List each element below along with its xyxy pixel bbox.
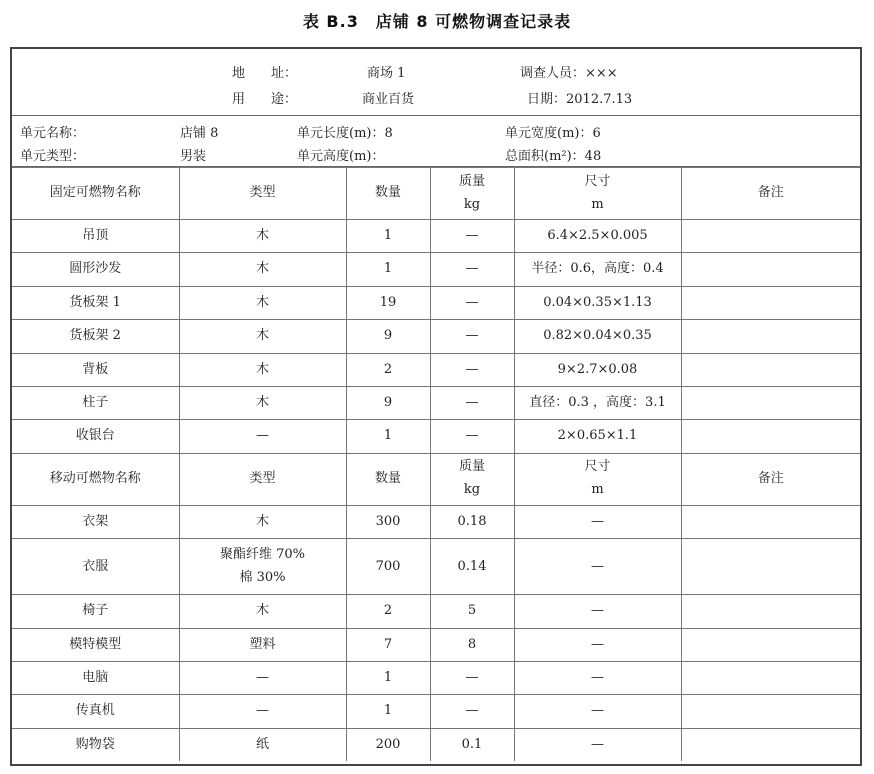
- col-header-size-label: 尺寸: [584, 173, 611, 189]
- cell-qty: 1: [346, 420, 430, 453]
- table-row: [12, 539, 860, 595]
- cell-qty: 9: [346, 320, 430, 353]
- cell-mass: —: [430, 253, 514, 286]
- cell-qty: 200: [346, 728, 430, 761]
- cell-type: 木: [179, 386, 346, 419]
- cell-qty: 700: [346, 539, 430, 595]
- col-header-note: 备注: [681, 453, 860, 505]
- survey-date: 日期：2012.7.13: [527, 92, 633, 107]
- cell-type: —: [179, 695, 346, 728]
- table-row: [12, 220, 860, 253]
- cell-size: 0.82×0.04×0.35: [514, 320, 681, 353]
- cell-name: 衣架: [12, 505, 179, 538]
- table-row: [12, 695, 860, 728]
- cell-name: 椅子: [12, 595, 179, 628]
- combustibles-table: [12, 167, 860, 761]
- cell-size: 半径：0.6，高度：0.4: [514, 253, 681, 286]
- cell-note: [681, 505, 860, 538]
- table-row: [12, 286, 860, 319]
- col-header-mass-label: 质量: [458, 173, 485, 189]
- unit-name-label: 单元名称：: [20, 126, 86, 141]
- col-header-size-unit: m: [591, 196, 604, 212]
- col-header-mass-unit: kg: [463, 196, 481, 212]
- use-label: 用 途：: [232, 92, 298, 107]
- cell-type: 木: [179, 253, 346, 286]
- col-header-note: 备注: [681, 168, 860, 220]
- cell-type: 木: [179, 505, 346, 538]
- cell-mass: —: [430, 661, 514, 694]
- cell-note: [681, 420, 860, 453]
- table-row: [12, 595, 860, 628]
- cell-name: 模特模型: [12, 628, 179, 661]
- cell-mass: —: [430, 286, 514, 319]
- col-header-mass: [430, 168, 514, 220]
- cell-name: 吊顶: [12, 220, 179, 253]
- unit-type-value: 男装: [180, 149, 207, 164]
- section-header-row: [12, 453, 860, 505]
- cell-note: [681, 661, 860, 694]
- col-header-type: 类型: [179, 168, 346, 220]
- cell-qty: 1: [346, 661, 430, 694]
- cell-qty: 1: [346, 253, 430, 286]
- cell-type: 纸: [179, 728, 346, 761]
- unit-info: [12, 116, 860, 167]
- survey-form: [10, 47, 862, 766]
- cell-name: 货板架 2: [12, 320, 179, 353]
- cell-note: [681, 286, 860, 319]
- cell-mass: —: [430, 320, 514, 353]
- table-row: [12, 628, 860, 661]
- cell-qty: 300: [346, 505, 430, 538]
- cell-qty: 2: [346, 595, 430, 628]
- cell-note: [681, 353, 860, 386]
- cell-note: [681, 628, 860, 661]
- col-header-mass: [430, 453, 514, 505]
- cell-size: —: [514, 505, 681, 538]
- document-title: 表 B.3 店铺 8 可燃物调查记录表: [302, 12, 572, 31]
- cell-name: 传真机: [12, 695, 179, 728]
- cell-mass: —: [430, 220, 514, 253]
- unit-length: 单元长度(m)：8: [297, 126, 393, 141]
- cell-size: 6.4×2.5×0.005: [514, 220, 681, 253]
- col-header-mass-unit: kg: [463, 482, 481, 498]
- cell-name: 货板架 1: [12, 286, 179, 319]
- cell-note: [681, 320, 860, 353]
- cell-mass: 0.1: [430, 728, 514, 761]
- cell-qty: 9: [346, 386, 430, 419]
- cell-qty: 7: [346, 628, 430, 661]
- cell-size: —: [514, 661, 681, 694]
- cell-type: 塑料: [179, 628, 346, 661]
- cell-size: 直径：0.3 ，高度：3.1: [514, 386, 681, 419]
- cell-qty: 19: [346, 286, 430, 319]
- unit-type-label: 单元类型：: [20, 149, 86, 164]
- cell-type: 木: [179, 353, 346, 386]
- col-header-size: [514, 453, 681, 505]
- cell-size: —: [514, 695, 681, 728]
- cell-qty: 2: [346, 353, 430, 386]
- cell-mass: 5: [430, 595, 514, 628]
- unit-name-value: 店铺 8: [180, 126, 219, 141]
- cell-type: 木: [179, 595, 346, 628]
- col-header-name: 移动可燃物名称: [12, 453, 179, 505]
- section-header-row: [12, 168, 860, 220]
- surveyor: 调查人员：×××: [520, 66, 618, 81]
- cell-mass: —: [430, 420, 514, 453]
- cell-name: 柱子: [12, 386, 179, 419]
- cell-note: [681, 253, 860, 286]
- cell-type: [179, 539, 346, 595]
- cell-type: —: [179, 420, 346, 453]
- col-header-size-label: 尺寸: [584, 459, 611, 475]
- cell-type-unit: 棉 30%: [239, 569, 286, 585]
- cell-type: —: [179, 661, 346, 694]
- cell-size: —: [514, 628, 681, 661]
- cell-note: [681, 695, 860, 728]
- col-header-qty: 数量: [346, 168, 430, 220]
- cell-size: 0.04×0.35×1.13: [514, 286, 681, 319]
- col-header-size-unit: m: [591, 482, 604, 498]
- cell-name: 背板: [12, 353, 179, 386]
- cell-mass: 0.14: [430, 539, 514, 595]
- cell-name: 电脑: [12, 661, 179, 694]
- unit-width: 单元宽度(m)：6: [505, 126, 601, 141]
- cell-note: [681, 386, 860, 419]
- unit-area: 总面积(m²)：48: [505, 149, 602, 164]
- table-row: [12, 253, 860, 286]
- col-header-mass-label: 质量: [458, 459, 485, 475]
- cell-name: 衣服: [12, 539, 179, 595]
- cell-size: 9×2.7×0.08: [514, 353, 681, 386]
- cell-type: 木: [179, 286, 346, 319]
- cell-mass: 8: [430, 628, 514, 661]
- cell-note: [681, 595, 860, 628]
- table-row: [12, 420, 860, 453]
- cell-type: 木: [179, 220, 346, 253]
- unit-height: 单元高度(m)：: [297, 149, 385, 164]
- table-row: [12, 505, 860, 538]
- cell-name: 收银台: [12, 420, 179, 453]
- cell-qty: 1: [346, 695, 430, 728]
- cell-name: 购物袋: [12, 728, 179, 761]
- survey-header: [12, 49, 860, 116]
- table-row: [12, 386, 860, 419]
- cell-type-label: 聚酯纤维 70%: [219, 546, 306, 562]
- cell-mass: —: [430, 353, 514, 386]
- col-header-type: 类型: [179, 453, 346, 505]
- address-label: 地 址：: [232, 66, 298, 81]
- table-row: [12, 320, 860, 353]
- cell-size: —: [514, 539, 681, 595]
- col-header-size: [514, 168, 681, 220]
- cell-mass: 0.18: [430, 505, 514, 538]
- cell-qty: 1: [346, 220, 430, 253]
- cell-size: —: [514, 595, 681, 628]
- cell-note: [681, 539, 860, 595]
- cell-mass: —: [430, 386, 514, 419]
- cell-type: 木: [179, 320, 346, 353]
- table-row: [12, 728, 860, 761]
- col-header-qty: 数量: [346, 453, 430, 505]
- col-header-name: 固定可燃物名称: [12, 168, 179, 220]
- cell-name: 圆形沙发: [12, 253, 179, 286]
- table-row: [12, 661, 860, 694]
- cell-size: —: [514, 728, 681, 761]
- address-value: 商场 1: [367, 66, 406, 81]
- cell-note: [681, 220, 860, 253]
- cell-size: 2×0.65×1.1: [514, 420, 681, 453]
- use-value: 商业百货: [362, 92, 415, 107]
- cell-mass: —: [430, 695, 514, 728]
- cell-note: [681, 728, 860, 761]
- table-row: [12, 353, 860, 386]
